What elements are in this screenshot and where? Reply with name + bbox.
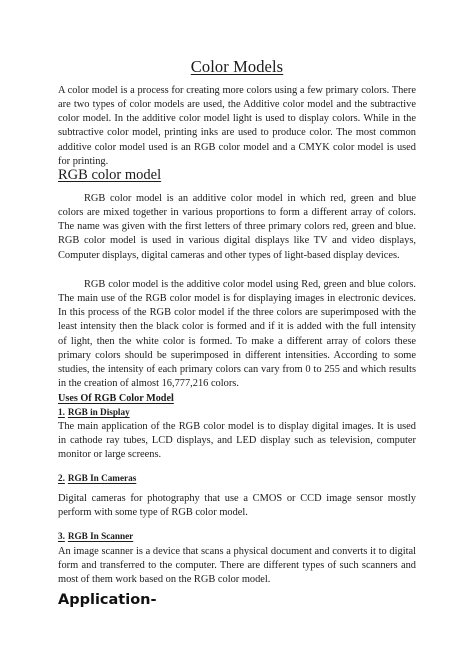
use-1-title: RGB in Display (67, 407, 130, 417)
use-2-heading (58, 473, 136, 483)
use-3-title: RGB In Scanner (67, 531, 134, 541)
use-2-paragraph: Digital cameras for photography that use a CMOS or CCD image sensor mostly perform with some type of RGB color model. (58, 493, 416, 519)
application-heading: Application- (58, 592, 157, 608)
use-3-heading (58, 531, 133, 541)
use-3-number: 3. (58, 531, 65, 541)
use-2-number: 2. (58, 473, 65, 483)
use-2-title: RGB In Cameras (67, 473, 137, 483)
uses-heading: Uses Of RGB Color Model (58, 393, 174, 404)
use-1-paragraph: The main application of the RGB color model is to display digital images. It is used in cathode ray tubes, LCD displays, and LED display such as television, computer monitor or large screens. (58, 421, 416, 461)
page-title: Color Models (190, 57, 284, 76)
use-1-number: 1. (58, 407, 65, 417)
use-1-heading (58, 407, 130, 417)
rgb-section-heading: RGB color model (58, 167, 162, 183)
use-3-paragraph: An image scanner is a device that scans a physical document and converts it to digital form and transferred to the computer. There are different types of such scanners and most of them work based on the RGB color model. (58, 546, 416, 586)
rgb-paragraph-1: RGB color model is an additive color model in which red, green and blue colors are mixed together in various proportions to form a different array of colors. The name was given with the first letters of three primary colors red, green and blue. RGB color model is used in various digital displays like TV and video displays, Computer displays, digital cameras and other types of light-based display devices. (58, 193, 416, 261)
intro-paragraph: A color model is a process for creating more colors using a few primary colors. There are two types of color models are used, the Additive color model and the subtractive color model. In the additive color model light is used to display colors. While in the subtractive color model, printing inks are used to produce color. The most common additive color model used is an RGB color model and a CMYK color model is used for printing. (58, 85, 416, 167)
rgb-paragraph-2: RGB color model is the additive color model using Red, green and blue colors. The main use of the RGB color model is for displaying images in electronic devices. In this process of the RGB color model if the three colors are superimposed with the least intensity then the black color is formed and if it is added with the full intensity of light, then the white color is formed. To make a different array of colors these primary colors should be superimposed in different intensities. According to some studies, the intensity of each primary colors can vary from 0 to 255 and which results in the creation of almost 16,777,216 colors. (58, 279, 416, 390)
